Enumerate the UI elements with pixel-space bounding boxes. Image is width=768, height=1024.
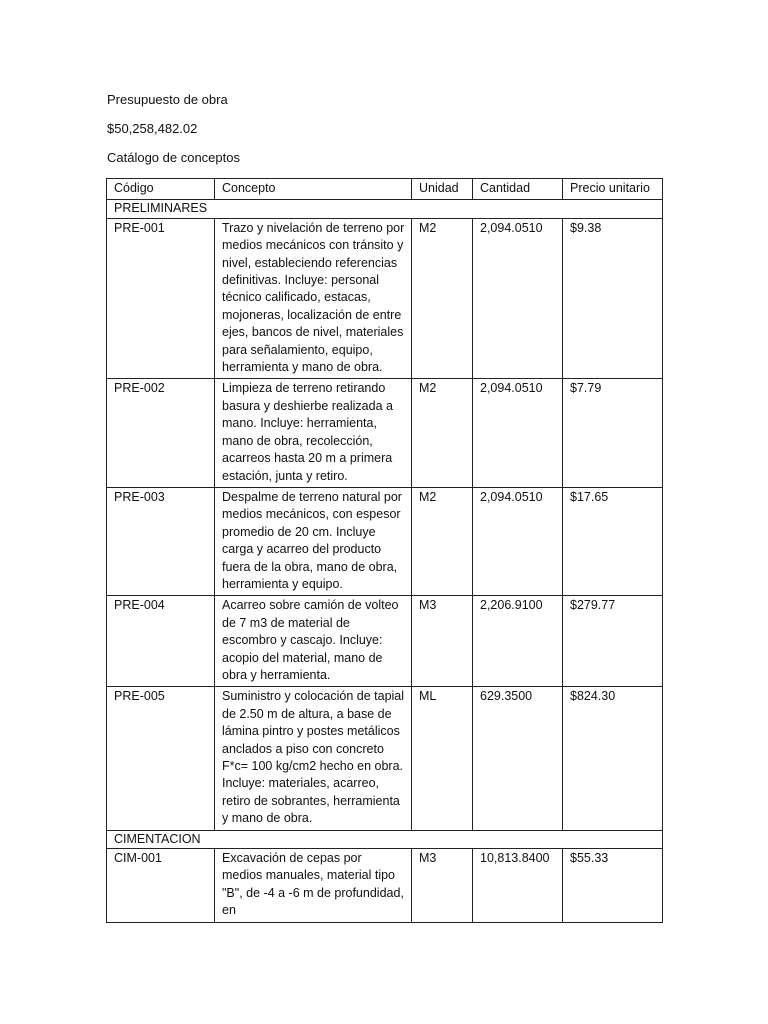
row-concept: Trazo y nivelación de terreno por medios mecánicos con tránsito y nivel, estableciendo referencias definitivas. Incluye: personal técnico calificado, estacas, mojoneras, localización de entre ejes, bancos de nivel, materiales para señalamiento, equipo, herramienta y mano de obra. (215, 218, 412, 379)
table-row (107, 218, 663, 379)
row-quantity: 2,206.9100 (473, 596, 563, 687)
row-code: PRE-001 (107, 218, 215, 379)
row-quantity: 2,094.0510 (473, 218, 563, 379)
row-concept: Limpieza de terreno retirando basura y deshierbe realizada a mano. Incluye: herramienta, mano de obra, recolección, acarreos hasta 20 m a primera estación, junta y retiro. (215, 379, 412, 487)
header-quantity: Cantidad (473, 179, 563, 200)
row-concept: Acarreo sobre camión de volteo de 7 m3 de material de escombro y cascajo. Incluye: acopio del material, mano de obra y herramienta. (215, 596, 412, 687)
row-unit-price: $17.65 (563, 487, 663, 595)
row-concept: Suministro y colocación de tapial de 2.50 m de altura, a base de lámina pintro y postes metálicos anclados a piso con concreto F*c= 100 kg/cm2 hecho en obra. Incluye: materiales, acarreo, retiro de sobrantes, herramienta y mano de obra. (215, 687, 412, 830)
table-header-row (107, 179, 663, 200)
row-code: PRE-004 (107, 596, 215, 687)
header-code: Código (107, 179, 215, 200)
row-unit: ML (412, 687, 473, 830)
section-name: PRELIMINARES (107, 200, 663, 218)
section-row (107, 200, 663, 218)
table-row (107, 487, 663, 595)
row-quantity: 629.3500 (473, 687, 563, 830)
header-unit-price: Precio unitario (563, 179, 663, 200)
row-unit: M2 (412, 379, 473, 487)
row-unit-price: $7.79 (563, 379, 663, 487)
header-unit: Unidad (412, 179, 473, 200)
row-unit-price: $824.30 (563, 687, 663, 830)
section-name: CIMENTACION (107, 830, 663, 848)
row-code: CIM-001 (107, 849, 215, 923)
row-concept: Despalme de terreno natural por medios mecánicos, con espesor promedio de 20 cm. Incluye carga y acarreo del producto fuera de la obra, mano de obra, herramienta y equipo. (215, 487, 412, 595)
table-row (107, 849, 663, 923)
row-code: PRE-005 (107, 687, 215, 830)
row-quantity: 2,094.0510 (473, 379, 563, 487)
row-unit-price: $279.77 (563, 596, 663, 687)
row-unit: M3 (412, 849, 473, 923)
row-unit: M2 (412, 487, 473, 595)
table-row (107, 596, 663, 687)
row-unit: M2 (412, 218, 473, 379)
row-unit-price: $55.33 (563, 849, 663, 923)
row-quantity: 2,094.0510 (473, 487, 563, 595)
concepts-table (106, 178, 663, 923)
table-row (107, 687, 663, 830)
document-title: Presupuesto de obra (107, 92, 228, 107)
header-concept: Concepto (215, 179, 412, 200)
row-unit-price: $9.38 (563, 218, 663, 379)
budget-total: $50,258,482.02 (107, 121, 198, 136)
row-quantity: 10,813.8400 (473, 849, 563, 923)
row-concept: Excavación de cepas por medios manuales, material tipo "B", de -4 a -6 m de profundidad, en (215, 849, 412, 923)
table-row (107, 379, 663, 487)
catalog-subtitle: Catálogo de conceptos (107, 150, 240, 165)
section-row (107, 830, 663, 848)
row-unit: M3 (412, 596, 473, 687)
row-code: PRE-002 (107, 379, 215, 487)
row-code: PRE-003 (107, 487, 215, 595)
